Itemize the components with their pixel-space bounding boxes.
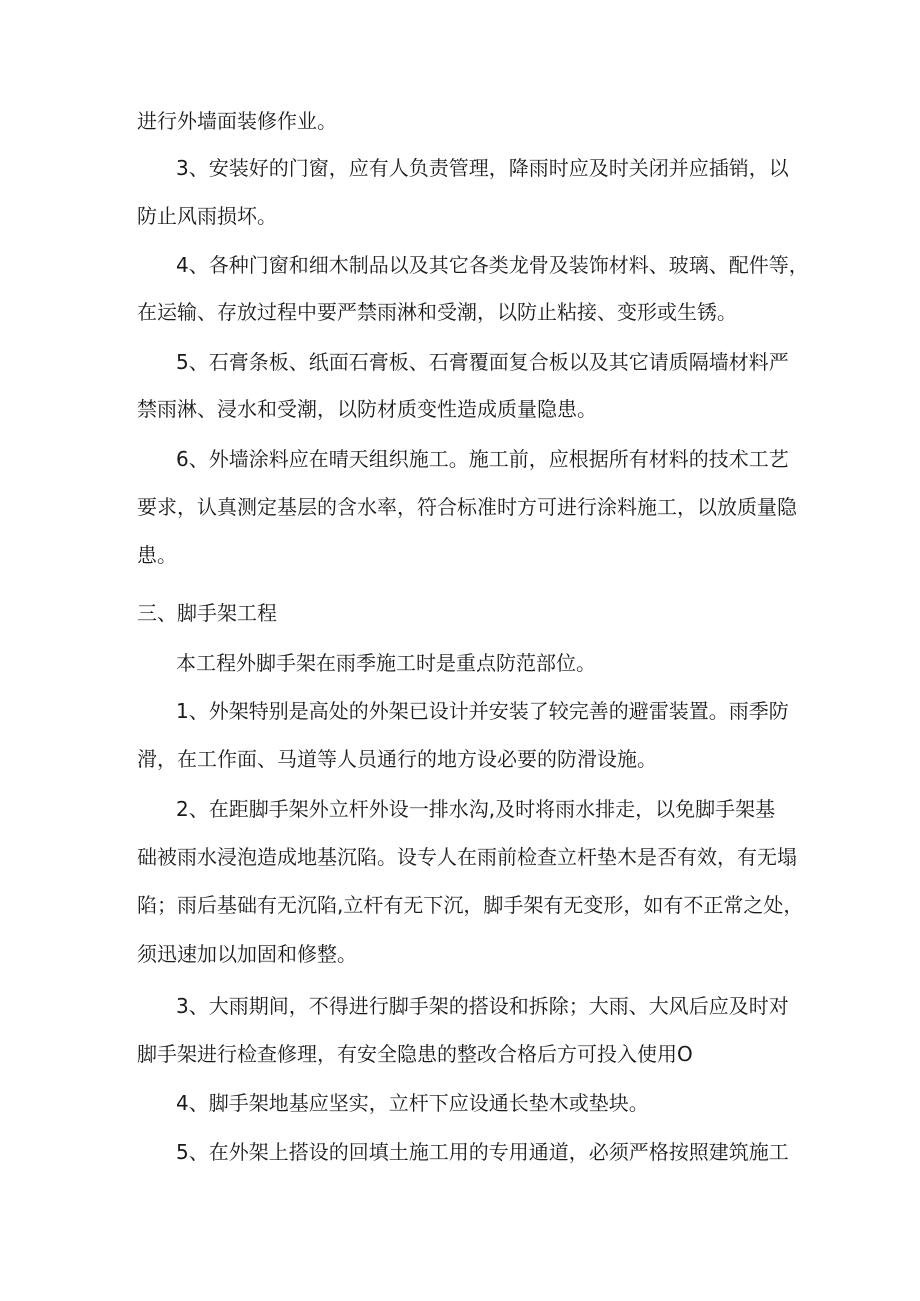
text-line: 本工程外脚手架在雨季施工时是重点防范部位。: [176, 651, 596, 675]
text-line: 3、安装好的门窗，应有人负责管理，降雨时应及时关闭并应插销，以: [176, 156, 789, 180]
text-line: 患。: [137, 543, 177, 567]
text-line: 5、在外架上搭设的回填土施工用的专用通道，必须严格按照建筑施工: [176, 1140, 789, 1164]
text-line: 禁雨淋、浸水和受潮，以防材质变性造成质量隐患。: [137, 397, 597, 421]
text-line: 5、石膏条板、纸面石膏板、石膏覆面复合板以及其它请质隔墙材料严: [176, 350, 789, 374]
text-line: 脚手架进行检查修理，有安全隐患的整改合格后方可投入使用O: [137, 1042, 693, 1066]
text-line: 进行外墙面装修作业。: [137, 109, 337, 133]
text-line: 陷；雨后基础有无沉陷,立杆有无下沉，脚手架有无变形，如有不正常之处，: [137, 893, 804, 917]
text-line: 2、在距脚手架外立杆外设一排水沟,及时将雨水排走，以免脚手架基: [176, 797, 776, 821]
text-line: 1、外架特别是高处的外架已设计并安装了较完善的避雷装置。雨季防: [176, 699, 789, 723]
text-line: 防止风雨损坏。: [137, 204, 277, 228]
text-line: 须迅速加以加固和修整。: [137, 942, 357, 966]
text-line: 3、大雨期间，不得进行脚手架的搭设和拆除；大雨、大风后应及时对: [176, 994, 789, 1018]
section-heading: 三、脚手架工程: [137, 601, 277, 625]
text-line: 在运输、存放过程中要严禁雨淋和受潮，以防止粘接、变形或生锈。: [137, 300, 737, 324]
text-line: 滑，在工作面、马道等人员通行的地方设必要的防滑设施。: [137, 747, 657, 771]
text-line: 4、脚手架地基应坚实，立杆下应设通长垫木或垫块。: [176, 1091, 649, 1115]
text-line: 6、外墙涂料应在晴天组织施工。施工前，应根据所有材料的技术工艺: [176, 447, 789, 471]
text-line: 础被雨水浸泡造成地基沉陷。设专人在雨前检查立杆垫木是否有效，有无塌: [137, 845, 797, 869]
text-line: 要求，认真测定基层的含水率，符合标准时方可进行涂料施工，以放质量隐: [137, 495, 797, 519]
text-line: 4、各种门窗和细木制品以及其它各类龙骨及装饰材料、玻璃、配件等，: [176, 253, 809, 277]
